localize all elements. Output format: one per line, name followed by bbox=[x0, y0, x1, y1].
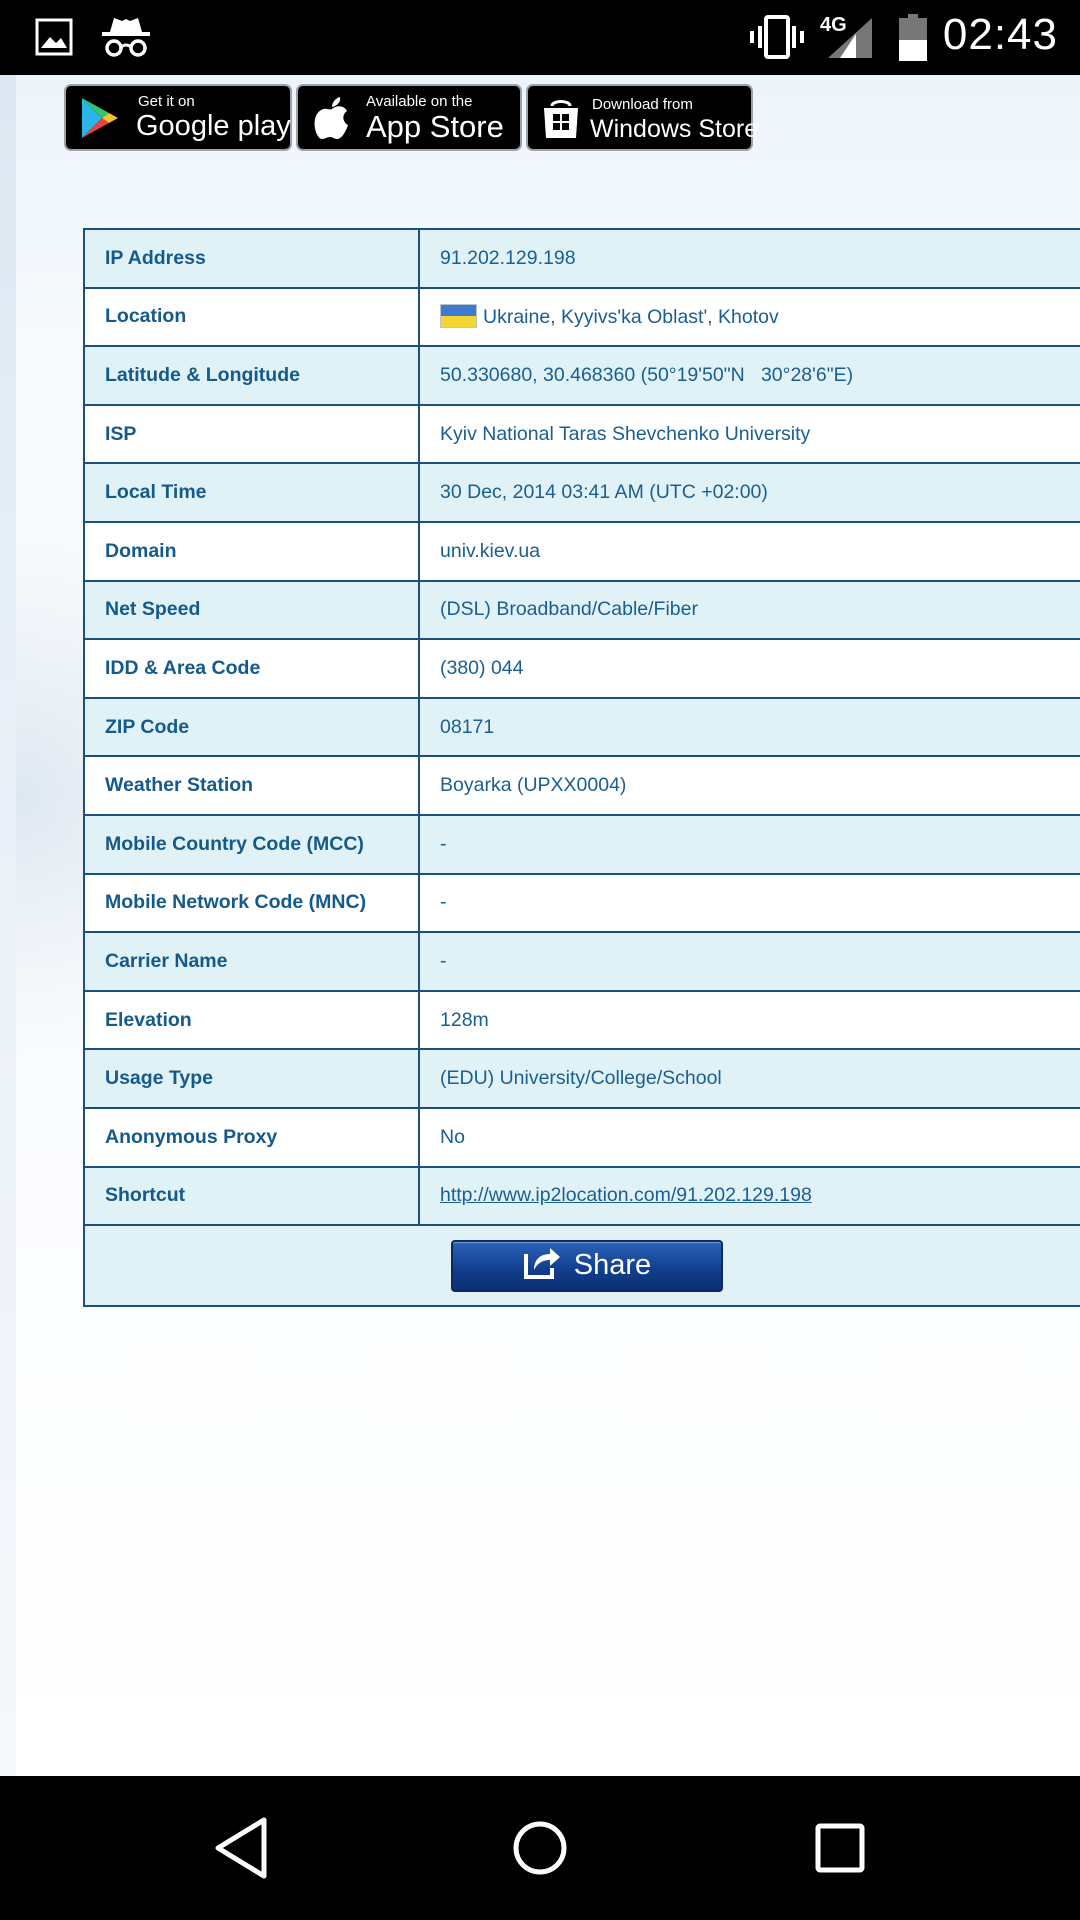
table-row bbox=[84, 1108, 1080, 1167]
local-time-label: Local Time bbox=[84, 463, 419, 522]
google-play-small-text: Get it on bbox=[138, 93, 195, 110]
weather-station-value: Boyarka (UPXX0004) bbox=[419, 756, 1080, 815]
shortcut-cell bbox=[419, 1167, 1080, 1226]
location-value: Ukraine, Kyyivs'ka Oblast', Khotov bbox=[483, 306, 779, 329]
apple-icon bbox=[314, 95, 350, 146]
mcc-value: - bbox=[419, 815, 1080, 874]
idd-area-code-value: (380) 044 bbox=[419, 639, 1080, 698]
share-button[interactable] bbox=[451, 1240, 723, 1292]
lat-long-label: Latitude & Longitude bbox=[84, 346, 419, 405]
navigation-bar bbox=[0, 1776, 1080, 1920]
status-bar bbox=[0, 0, 1080, 75]
app-store-small-text: Available on the bbox=[366, 93, 473, 110]
mcc-label: Mobile Country Code (MCC) bbox=[84, 815, 419, 874]
domain-label: Domain bbox=[84, 522, 419, 581]
lat-long-value: 50.330680, 30.468360 (50°19'50"N 30°28'6"E) bbox=[419, 346, 1080, 405]
carrier-name-label: Carrier Name bbox=[84, 932, 419, 991]
share-label: Share bbox=[573, 1249, 652, 1282]
zip-code-value: 08171 bbox=[419, 698, 1080, 757]
battery-icon bbox=[898, 14, 928, 67]
mnc-label: Mobile Network Code (MNC) bbox=[84, 874, 419, 933]
home-icon[interactable] bbox=[500, 1812, 580, 1884]
share-cell bbox=[84, 1225, 1080, 1306]
page-content bbox=[16, 75, 1080, 1776]
table-row bbox=[84, 463, 1080, 522]
anonymous-proxy-value: No bbox=[419, 1108, 1080, 1167]
table-row bbox=[84, 932, 1080, 991]
ip-info-table bbox=[83, 228, 1080, 1307]
table-row bbox=[84, 346, 1080, 405]
carrier-name-value: - bbox=[419, 932, 1080, 991]
table-row bbox=[84, 815, 1080, 874]
windows-store-big-text: Windows Store bbox=[590, 115, 759, 143]
table-row bbox=[84, 229, 1080, 288]
elevation-value: 128m bbox=[419, 991, 1080, 1050]
net-speed-value: (DSL) Broadband/Cable/Fiber bbox=[419, 581, 1080, 640]
google-play-badge[interactable] bbox=[64, 84, 292, 151]
zip-code-label: ZIP Code bbox=[84, 698, 419, 757]
table-row bbox=[84, 1049, 1080, 1108]
app-store-big-text: App Store bbox=[366, 109, 504, 144]
windows-store-badge[interactable] bbox=[526, 84, 759, 151]
idd-area-code-label: IDD & Area Code bbox=[84, 639, 419, 698]
table-row bbox=[84, 639, 1080, 698]
location-cell bbox=[419, 288, 1080, 347]
app-store-badge[interactable] bbox=[296, 84, 522, 151]
table-row bbox=[84, 1167, 1080, 1226]
weather-station-label: Weather Station bbox=[84, 756, 419, 815]
isp-label: ISP bbox=[84, 405, 419, 464]
vibrate-icon bbox=[748, 14, 806, 65]
net-speed-label: Net Speed bbox=[84, 581, 419, 640]
mnc-value: - bbox=[419, 874, 1080, 933]
share-row bbox=[84, 1225, 1080, 1306]
local-time-value: 30 Dec, 2014 03:41 AM (UTC +02:00) bbox=[419, 463, 1080, 522]
domain-value: univ.kiev.ua bbox=[419, 522, 1080, 581]
signal-icon bbox=[826, 16, 874, 65]
anonymous-proxy-label: Anonymous Proxy bbox=[84, 1108, 419, 1167]
recents-icon[interactable] bbox=[800, 1812, 880, 1884]
ip-address-value: 91.202.129.198 bbox=[419, 229, 1080, 288]
table-row bbox=[84, 874, 1080, 933]
table-row bbox=[84, 581, 1080, 640]
back-icon[interactable] bbox=[200, 1812, 280, 1884]
table-row bbox=[84, 522, 1080, 581]
usage-type-label: Usage Type bbox=[84, 1049, 419, 1108]
incognito-icon bbox=[100, 14, 152, 65]
table-row bbox=[84, 288, 1080, 347]
page-left-edge bbox=[0, 75, 16, 1776]
shortcut-label: Shortcut bbox=[84, 1167, 419, 1226]
status-time: 02:43 bbox=[942, 10, 1058, 59]
shortcut-link[interactable]: http://www.ip2location.com/91.202.129.198 bbox=[440, 1184, 812, 1207]
share-icon bbox=[522, 1244, 562, 1288]
image-icon bbox=[35, 18, 73, 61]
table-row bbox=[84, 991, 1080, 1050]
world-map-background bbox=[16, 405, 86, 1185]
table-row bbox=[84, 698, 1080, 757]
windows-store-small-text: Download from bbox=[592, 96, 693, 113]
windows-store-icon bbox=[542, 98, 580, 145]
google-play-big-text: Google play bbox=[136, 110, 291, 142]
google-play-icon bbox=[80, 96, 120, 145]
location-label: Location bbox=[84, 288, 419, 347]
table-row bbox=[84, 405, 1080, 464]
elevation-label: Elevation bbox=[84, 991, 419, 1050]
web-page bbox=[0, 75, 1080, 1776]
table-row bbox=[84, 756, 1080, 815]
ukraine-flag-icon bbox=[440, 304, 477, 328]
isp-value: Kyiv National Taras Shevchenko University bbox=[419, 405, 1080, 464]
network-type: 4G bbox=[820, 14, 847, 36]
ip-address-label: IP Address bbox=[84, 229, 419, 288]
usage-type-value: (EDU) University/College/School bbox=[419, 1049, 1080, 1108]
